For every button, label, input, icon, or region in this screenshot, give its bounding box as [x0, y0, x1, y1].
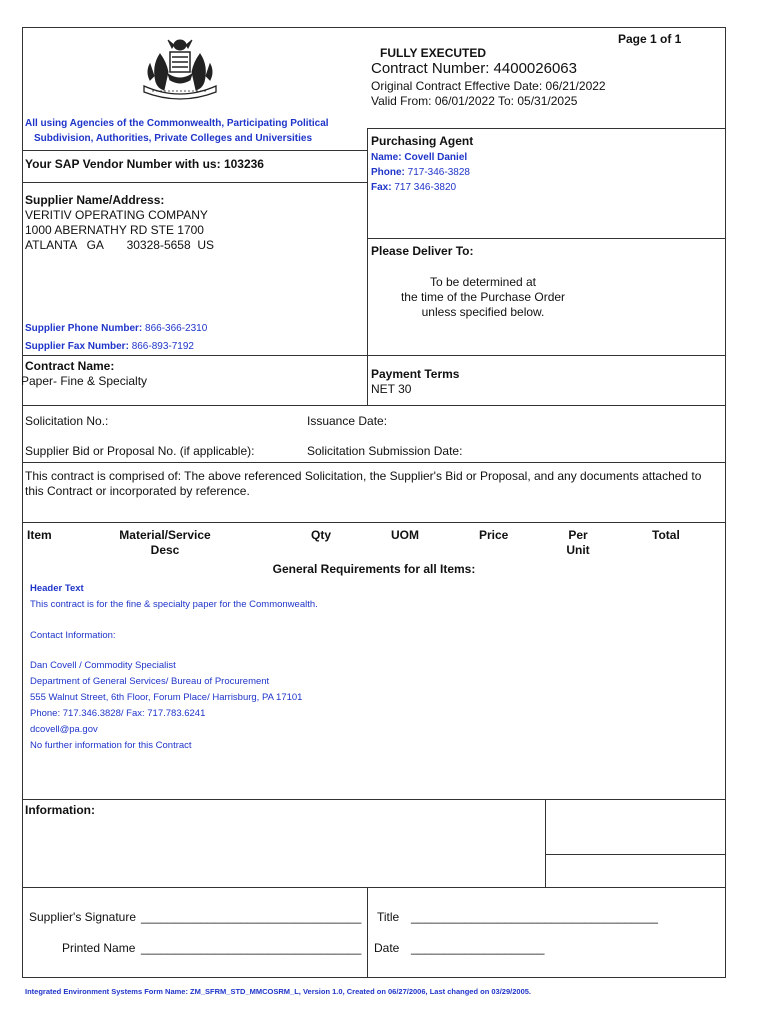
supplier-address-line: VERITIV OPERATING COMPANY	[25, 208, 208, 222]
information-label: Information:	[25, 803, 95, 817]
agent-phone: 717-346-3828	[407, 167, 470, 178]
col-material-2: Desc	[150, 543, 180, 557]
outer-border-bottom	[22, 977, 726, 978]
divider	[22, 887, 726, 888]
payment-terms: NET 30	[371, 382, 412, 396]
contract-name-label: Contract Name:	[25, 359, 115, 373]
effective-date: 06/21/2022	[545, 79, 606, 93]
col-material-1: Material/Service	[119, 528, 211, 542]
agencies-line-1: All using Agencies of the Commonwealth, Participating Political	[25, 118, 329, 129]
col-per-1: Per	[568, 528, 588, 542]
divider	[22, 462, 726, 463]
col-qty: Qty	[311, 528, 332, 542]
header-text: This contract is for the fine & specialty paper for the Commonwealth.	[30, 599, 318, 610]
effective-date-label: Original Contract Effective Date:	[371, 79, 543, 93]
supplier-phone-label: Supplier Phone Number:	[25, 323, 143, 334]
col-per-2: Unit	[566, 543, 590, 557]
col-price: Price	[479, 528, 509, 542]
payment-terms-label: Payment Terms	[371, 367, 460, 381]
commonwealth-seal-icon	[138, 36, 222, 104]
bid-proposal-label: Supplier Bid or Proposal No. (if applicable):	[25, 444, 255, 458]
agent-fax: 717 346-3820	[394, 182, 457, 193]
col-uom: UOM	[391, 528, 419, 542]
supplier-phone: 866-366-2310	[145, 323, 208, 334]
contract-number-label: Contract Number:	[371, 60, 490, 77]
agent-name: Covell Daniel	[404, 152, 468, 163]
sap-vendor-line	[25, 157, 264, 172]
contact-email: dcovell@pa.gov	[30, 724, 98, 735]
form-footer: Integrated Environment Systems Form Name: ZM_SFRM_STD_MMCOSRM_L, Version 1.0, Created on 06/27/2006, Last changed on 03/29/2005.	[25, 987, 531, 996]
divider	[22, 355, 726, 356]
supplier-signature-label: Supplier's Signature	[29, 910, 137, 924]
agent-fax-label: Fax:	[371, 182, 392, 193]
valid-dates-line	[371, 94, 577, 109]
outer-border-top	[22, 27, 726, 28]
valid-to: 05/31/2025	[517, 94, 578, 108]
valid-to-label: To:	[498, 94, 515, 108]
issuance-date-label: Issuance Date:	[307, 414, 388, 428]
date-label: Date	[374, 941, 400, 955]
divider	[22, 182, 367, 183]
contract-name: Paper- Fine & Specialty	[21, 374, 148, 388]
valid-from: 06/01/2022	[434, 94, 495, 108]
contact-line: Phone: 717.346.3828/ Fax: 717.783.6241	[30, 708, 206, 719]
contact-line: 555 Walnut Street, 6th Floor, Forum Place/ Harrisburg, PA 17101	[30, 692, 303, 703]
comprised-of-text: This contract is comprised of: The above referenced Solicitation, the Supplier's Bid or Proposal, and any documents attached to this Contract or incorporated by reference.	[25, 469, 702, 498]
outer-border-right	[725, 27, 726, 978]
divider	[545, 854, 726, 855]
deliver-to-line: unless specified below.	[421, 305, 545, 319]
sap-vendor-number: 103236	[223, 157, 264, 171]
supplier-phone-line	[25, 321, 207, 336]
col-item: Item	[27, 528, 52, 542]
agent-fax-line	[371, 180, 456, 195]
sap-vendor-label: Your SAP Vendor Number with us:	[25, 157, 221, 171]
title-label: Title	[377, 910, 400, 924]
contract-number: 4400026063	[493, 60, 577, 77]
page-number: Page 1 of 1	[618, 32, 682, 46]
status-label: FULLY EXECUTED	[380, 46, 487, 60]
supplier-address-line: 1000 ABERNATHY RD STE 1700	[25, 223, 204, 237]
divider	[22, 150, 367, 151]
supplier-fax-line	[25, 339, 194, 354]
supplier-signature-field[interactable]: _________________________________	[141, 910, 362, 924]
contact-title: Contact Information:	[30, 630, 116, 641]
divider	[22, 799, 726, 800]
date-field[interactable]: ____________________	[411, 941, 545, 955]
no-further-info: No further information for this Contract	[30, 740, 192, 751]
printed-name-field[interactable]: _________________________________	[141, 941, 362, 955]
col-total: Total	[652, 528, 680, 542]
agent-phone-label: Phone:	[371, 167, 405, 178]
deliver-to-line: the time of the Purchase Order	[400, 290, 566, 304]
outer-border-left	[22, 27, 23, 978]
agent-phone-line	[371, 165, 470, 180]
supplier-address-line: ATLANTA GA 30328-5658 US	[25, 238, 214, 252]
contract-number-line	[371, 60, 577, 78]
divider	[545, 799, 546, 887]
effective-date-line	[371, 79, 606, 94]
divider	[367, 238, 726, 239]
divider	[367, 887, 368, 977]
contact-line: Department of General Services/ Bureau of Procurement	[30, 676, 270, 687]
title-field[interactable]: _____________________________________	[411, 910, 658, 924]
supplier-address-label: Supplier Name/Address:	[25, 193, 165, 207]
header-text-title: Header Text	[30, 583, 84, 594]
divider	[22, 405, 726, 406]
valid-from-label: Valid From:	[371, 94, 432, 108]
supplier-fax: 866-893-7192	[131, 341, 194, 352]
deliver-to-line: To be determined at	[429, 275, 537, 289]
agent-name-line	[371, 150, 467, 165]
purchasing-agent-title: Purchasing Agent	[371, 134, 474, 148]
contact-line: Dan Covell / Commodity Specialist	[30, 660, 176, 671]
submission-date-label: Solicitation Submission Date:	[307, 444, 463, 458]
agent-name-label: Name:	[371, 152, 402, 163]
divider	[22, 522, 726, 523]
divider	[367, 128, 726, 129]
agencies-line-2: Subdivision, Authorities, Private Colleges and Universities	[34, 133, 313, 144]
general-requirements-title: General Requirements for all Items:	[272, 562, 476, 576]
printed-name-label: Printed Name	[62, 941, 136, 955]
deliver-to-title: Please Deliver To:	[371, 244, 474, 258]
divider	[367, 128, 368, 406]
supplier-fax-label: Supplier Fax Number:	[25, 341, 129, 352]
solicitation-no-label: Solicitation No.:	[25, 414, 109, 428]
